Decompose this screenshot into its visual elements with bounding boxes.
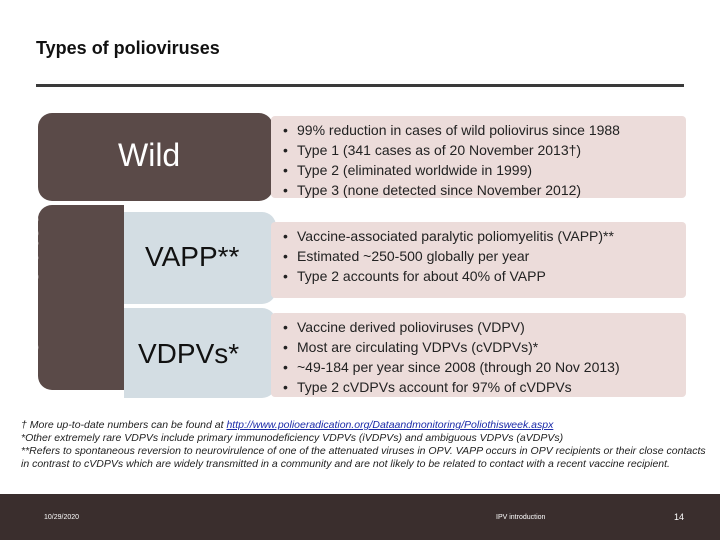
footer-bar xyxy=(0,494,720,540)
poliothisweek-link[interactable]: http://www.polioeradication.org/Dataandmonitoring/Poliothisweek.aspx xyxy=(226,419,554,431)
vapp-bullet: • Vaccine-associated paralytic poliomyelitis (VAPP)** xyxy=(283,226,676,246)
vdpv-label: VDPVs* xyxy=(138,338,240,369)
footnote-single-asterisk: *Other extremely rare VDPVs include primary immunodeficiency VDPVs (iVDPVs) and ambiguous VDPVs (aVDPVs) xyxy=(21,432,564,444)
wild-bullet: • Type 3 (none detected since November 2012) xyxy=(283,180,676,200)
vapp-bullet: • Estimated ~250-500 globally per year xyxy=(283,246,676,266)
vdpv-bullet: • ~49-184 per year since 2008 (through 20 Nov 2013) xyxy=(283,357,676,377)
title-divider xyxy=(36,84,684,87)
vdpv-bullet: • Vaccine derived polioviruses (VDPV) xyxy=(283,317,676,337)
slide-title: Types of polioviruses xyxy=(36,38,220,58)
footer-date: 10/29/2020 xyxy=(44,514,80,521)
vdpv-bullet: • Type 2 cVDPVs account for 97% of cVDPVs xyxy=(283,377,676,397)
footnote-dagger-text: † More up-to-date numbers can be found at xyxy=(21,419,227,431)
wild-bullet: • Type 1 (341 cases as of 20 November 2013†) xyxy=(283,140,676,160)
vdpv-description xyxy=(271,313,686,397)
vdpv-bullet: • Most are circulating VDPVs (cVDPVs)* xyxy=(283,337,676,357)
vapp-label: VAPP** xyxy=(145,241,240,272)
footnotes xyxy=(21,419,711,471)
vdpv-bullet-list xyxy=(283,317,676,397)
wild-bullet: • 99% reduction in cases of wild poliovirus since 1988 xyxy=(283,120,676,140)
page-number: 14 xyxy=(674,512,685,522)
opv-related-box xyxy=(38,205,124,390)
wild-label: Wild xyxy=(118,137,181,173)
footnote-double-asterisk: **Refers to spontaneous reversion to neurovirulence of one of the attenuated viruses in OPV. VAPP occurs in OPV recipients or their close contacts in contrast to cVDPVs which are widely transmitted in a community and are not likely to be related to contact with a recent vaccine recipient. xyxy=(21,445,706,470)
wild-bullet-list xyxy=(283,120,676,200)
opv-related-label: OPV related xyxy=(14,210,44,358)
footer-title: IPV introduction xyxy=(496,514,546,521)
vapp-description xyxy=(271,222,686,298)
wild-bullet: • Type 2 (eliminated worldwide in 1999) xyxy=(283,160,676,180)
wild-description xyxy=(271,116,686,198)
vapp-bullet-list xyxy=(283,226,676,286)
footnote-dagger xyxy=(21,419,711,432)
vapp-bullet: • Type 2 accounts for about 40% of VAPP xyxy=(283,266,676,286)
